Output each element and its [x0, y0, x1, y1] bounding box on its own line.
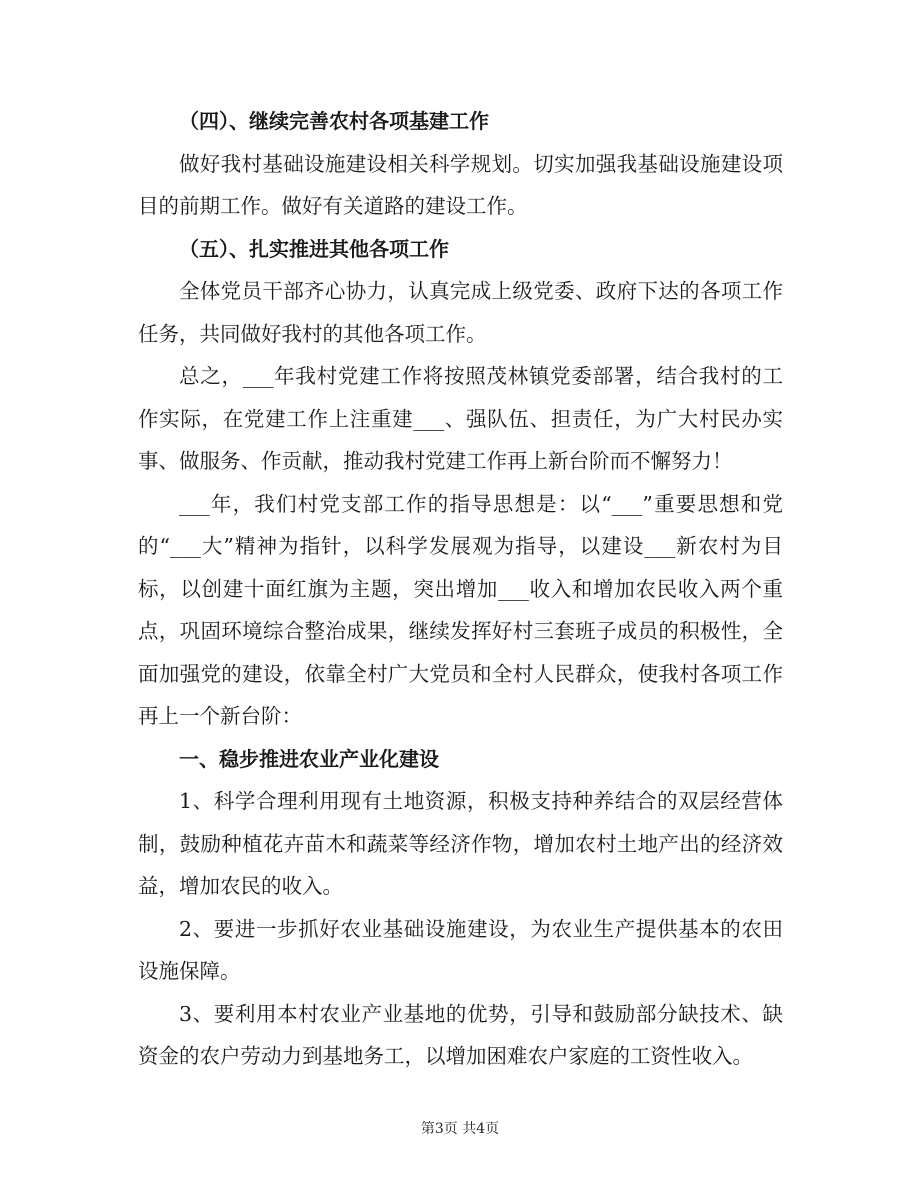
document-body — [138, 100, 783, 1078]
list-item: 2、要进一步抓好农业基础设施建设，为农业生产提供基本的农田设施保障。 — [138, 916, 783, 983]
paragraph: 全体党员干部齐心协力，认真完成上级党委、政府下达的各项工作任务，共同做好我村的其他各项工作。 — [138, 279, 783, 346]
paragraph: 做好我村基础设施建设相关科学规划。切实加强我基础设施建设项目的前期工作。做好有关道路的建设工作。 — [138, 151, 783, 218]
section-heading-5: （五）、扎实推进其他各项工作 — [179, 236, 449, 261]
section-heading-1: 一、稳步推进农业产业化建设 — [179, 746, 439, 771]
list-item: 1、科学合理利用现有土地资源，积极支持种养结合的双层经营体制，鼓励种植花卉苗木和蔬菜等经济作物，增加农村土地产出的经济效益，增加农民的收入。 — [138, 789, 783, 898]
section-heading-4: （四）、继续完善农村各项基建工作 — [179, 109, 489, 133]
page-number-footer: 第3页 共4页 — [420, 1121, 500, 1137]
paragraph: ___年，我们村党支部工作的指导思想是：以“___”重要思想和党的“___大”精神为指针，以科学发展观为指导，以建设___新农村为目标，以创建十面红旗为主题，突出增加___收入和增加农民收入两个重点，巩固环境综合整治成果，继续发挥好村三套班子成员的积极性，全面加强党的建设，依靠全村广大党员和全村人民群众，使我村各项工作再上一个新台阶： — [138, 491, 783, 728]
paragraph: 总之，___年我村党建工作将按照茂林镇党委部署，结合我村的工作实际，在党建工作上注重建___、强队伍、担责任，为广大村民办实事、做服务、作贡献，推动我村党建工作再上新台阶而不懈努力！ — [138, 364, 783, 473]
list-item: 3、要利用本村农业产业基地的优势，引导和鼓励部分缺技术、缺资金的农户劳动力到基地务工，以增加困难农户家庭的工资性收入。 — [138, 1001, 783, 1068]
